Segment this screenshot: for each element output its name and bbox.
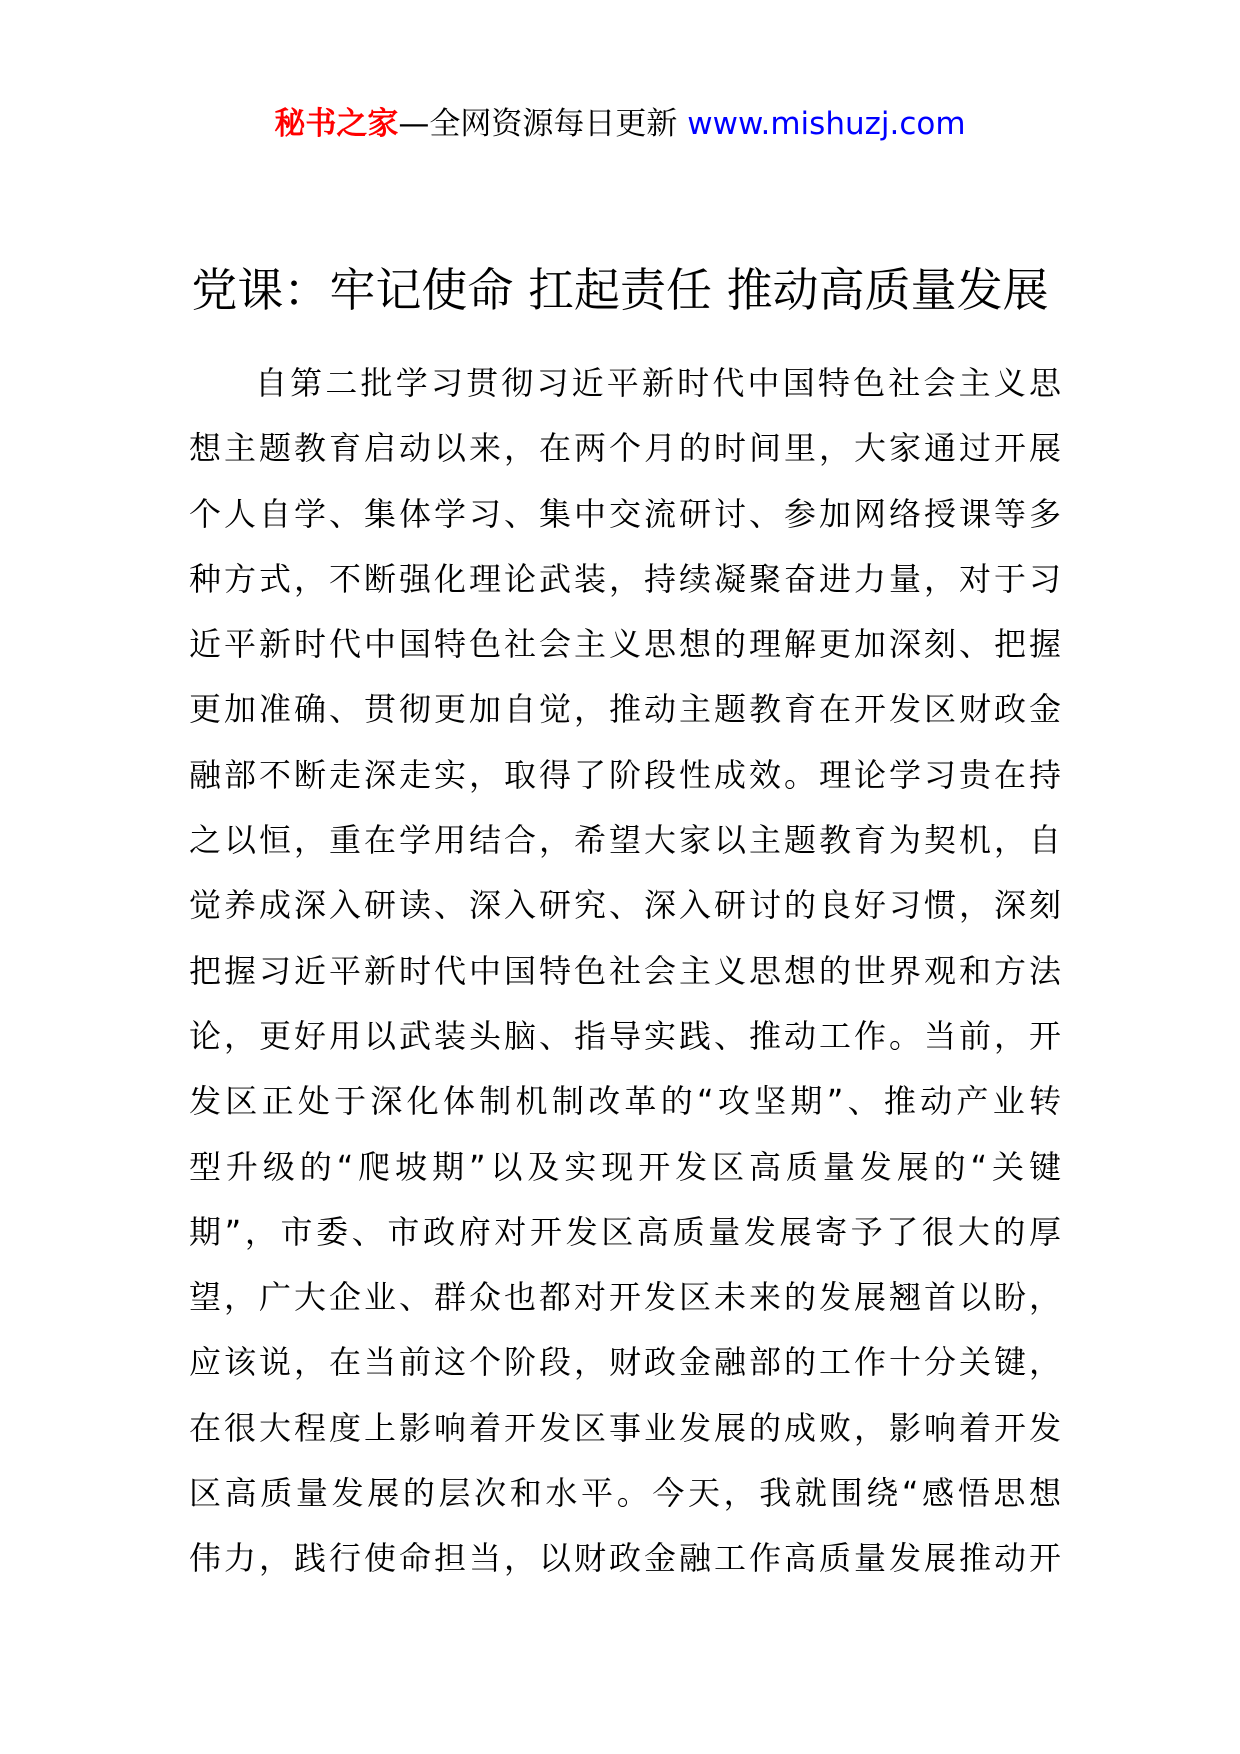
- body-line: 近平新时代中国特色社会主义思想的理解更加深刻、把握: [189, 625, 1061, 664]
- body-line: 自第二批学习贯彻习近平新时代中国特色社会主义思: [255, 364, 1061, 402]
- site-url-link[interactable]: www.mishuzj.com: [687, 106, 966, 142]
- body-line: 觉养成深入研读、深入研究、深入研讨的良好习惯，深刻: [189, 886, 1061, 925]
- body-line: 区高质量发展的层次和水平。今天，我就围绕“感悟思想: [189, 1474, 1061, 1513]
- body-line: 伟力，践行使命担当，以财政金融工作高质量发展推动开: [189, 1539, 1061, 1578]
- body-line: 发区正处于深化体制机制改革的“攻坚期”、推动产业转: [189, 1082, 1061, 1121]
- body-line: 个人自学、集体学习、集中交流研讨、参加网络授课等多: [189, 494, 1061, 533]
- body-line: 应该说，在当前这个阶段，财政金融部的工作十分关键，: [189, 1343, 1061, 1382]
- site-header: [0, 102, 1240, 146]
- body-line: 更加准确、贯彻更加自觉，推动主题教育在开发区财政金: [189, 690, 1061, 729]
- document-body: [189, 351, 1061, 1592]
- body-line: 融部不断走深走实，取得了阶段性成效。理论学习贵在持: [189, 755, 1061, 794]
- body-line: 型升级的“爬坡期”以及实现开发区高质量发展的“关键: [189, 1147, 1061, 1186]
- body-line: 之以恒，重在学用结合，希望大家以主题教育为契机，自: [189, 821, 1061, 860]
- body-line: 期”，市委、市政府对开发区高质量发展寄予了很大的厚: [189, 1212, 1061, 1251]
- body-line: 在很大程度上影响着开发区事业发展的成败，影响着开发: [189, 1408, 1061, 1447]
- body-line: 论，更好用以武装头脑、指导实践、推动工作。当前，开: [189, 1016, 1061, 1055]
- site-tagline: —全网资源每日更新: [398, 106, 688, 142]
- site-brand: 秘书之家: [274, 106, 399, 142]
- body-line: 望，广大企业、群众也都对开发区未来的发展翘首以盼，: [189, 1278, 1061, 1317]
- document-title: 党课：牢记使命 扛起责任 推动高质量发展: [191, 263, 1049, 317]
- body-line: 种方式，不断强化理论武装，持续凝聚奋进力量，对于习: [189, 559, 1061, 598]
- body-line: 想主题教育启动以来，在两个月的时间里，大家通过开展: [189, 429, 1061, 468]
- body-line: 把握习近平新时代中国特色社会主义思想的世界观和方法: [189, 951, 1061, 990]
